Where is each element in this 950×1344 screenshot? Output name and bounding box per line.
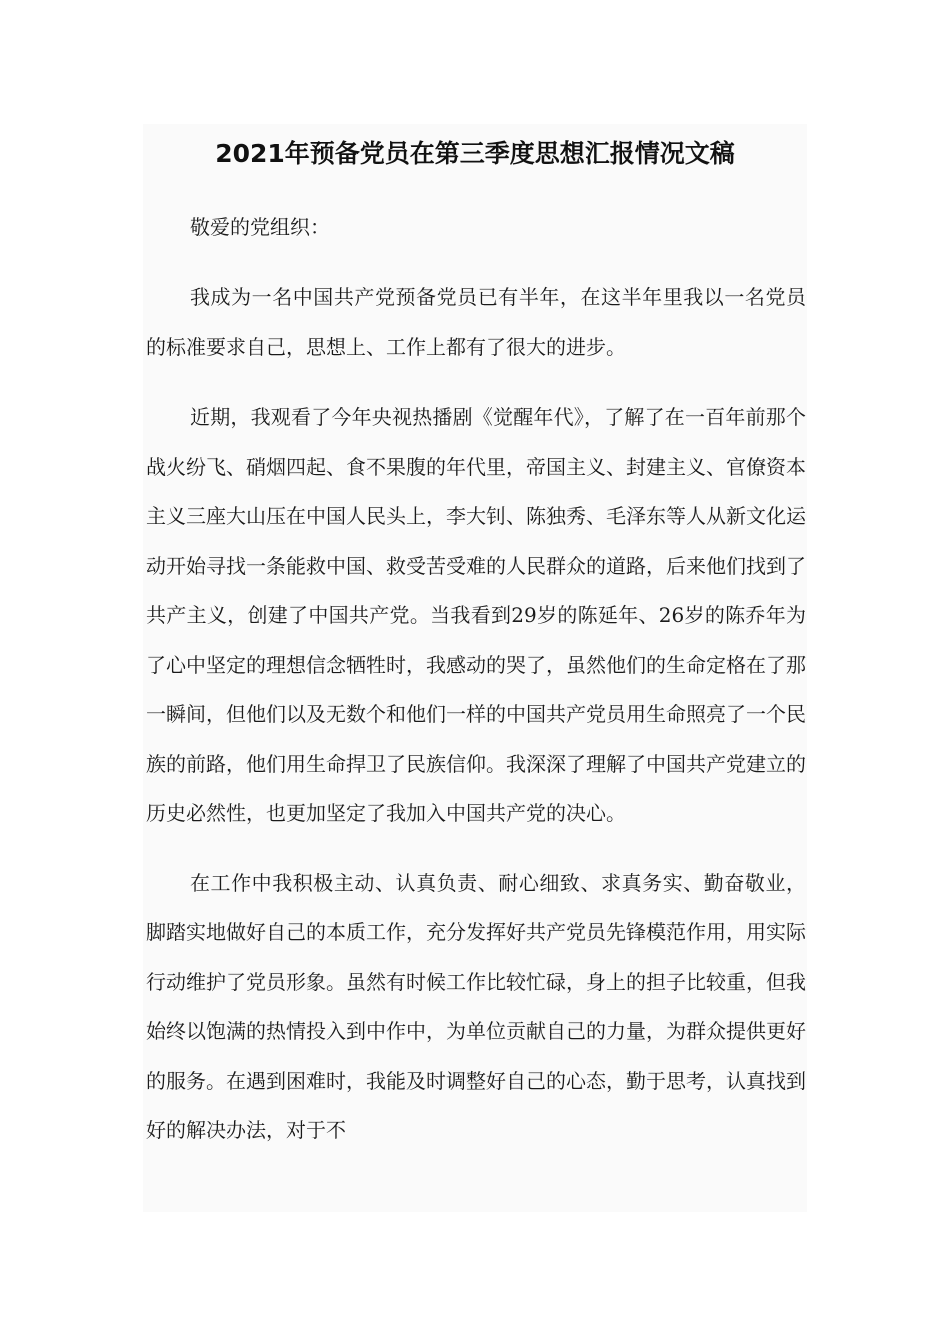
paragraph-2: 近期，我观看了今年央视热播剧《觉醒年代》，了解了在一百年前那个战火纷飞、硝烟四起、食不果腹的年代里，帝国主义、封建主义、官僚资本主义三座大山压在中国人民头上，李大钊、陈独秀、毛泽东等人从新文化运动开始寻找一条能救中国、救受苦受难的人民群众的道路，后来他们找到了共产主义，创建了中国共产党。当我看到29岁的陈延年、26岁的陈乔年为了心中坚定的理想信念牺牲时，我感动的哭了，虽然他们的生命定格在了那一瞬间，但他们以及无数个和他们一样的中国共产党员用生命照亮了一个民族的前路，他们用生命捍卫了民族信仰。我深深了理解了中国共产党建立的历史必然性，也更加坚定了我加入中国共产党的决心。 [146, 405, 806, 825]
paragraph-spacer [146, 839, 806, 859]
salutation: 敬爱的党组织： [190, 215, 330, 239]
paragraph-1: 我成为一名中国共产党预备党员已有半年，在这半年里我以一名党员的标准要求自己，思想上、工作上都有了很大的进步。 [146, 285, 806, 359]
paragraph-spacer [146, 372, 806, 393]
document-title: 2021年预备党员在第三季度思想汇报情况文稿 [215, 139, 735, 168]
paragraph-spacer [146, 252, 806, 273]
paragraph-3: 在工作中我积极主动、认真负责、耐心细致、求真务实、勤奋敬业，脚踏实地做好自己的本质工作，充分发挥好共产党员先锋模范作用，用实际行动维护了党员形象。虽然有时候工作比较忙碌，身上的担子比较重，但我始终以饱满的热情投入到中作中，为单位贡献自己的力量，为群众提供更好的服务。在遇到困难时，我能及时调整好自己的心态，勤于思考，认真找到好的解决办法，对于不 [146, 870, 806, 1142]
document-body [146, 203, 806, 1156]
